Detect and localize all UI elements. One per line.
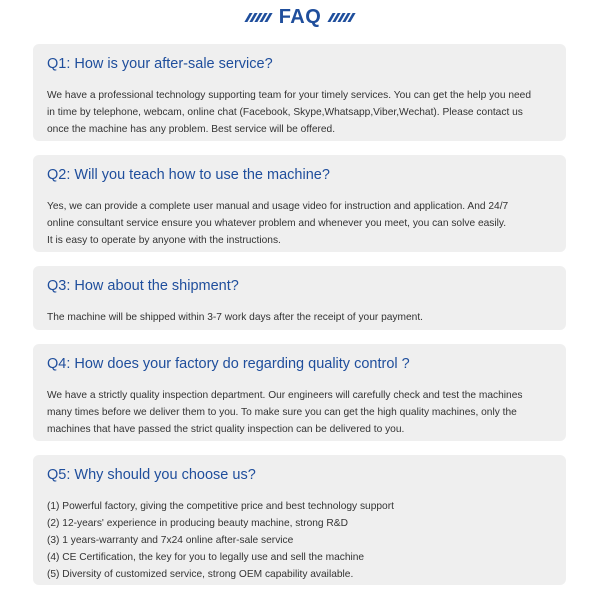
reasons-list: [47, 498, 552, 583]
faq-question: Q5: Why should you choose us?: [47, 467, 256, 483]
answer-line: many times before we deliver them to you. To make sure you can get the high quality machines, only the: [47, 407, 517, 418]
answer-line: The machine will be shipped within 3-7 work days after the receipt of your payment.: [47, 312, 423, 323]
answer-line: in time by telephone, webcam, online chat (Facebook, Skype,Whatsapp,Viber,Wechat). Please contact us: [47, 107, 523, 118]
faq-answer: [47, 309, 552, 326]
faq-answer: [47, 387, 552, 438]
faq-card-q4: [33, 344, 566, 441]
faq-question: Q3: How about the shipment?: [47, 278, 239, 294]
left-stripes-decoration: [247, 12, 270, 22]
faq-card-q3: [33, 266, 566, 330]
list-item: (3) 1 years-warranty and 7x24 online after-sale service: [47, 535, 294, 546]
answer-line: It is easy to operate by anyone with the instructions.: [47, 235, 281, 246]
faq-card-q2: [33, 155, 566, 252]
list-item: (1) Powerful factory, giving the competitive price and best technology support: [47, 501, 394, 512]
faq-answer: [47, 87, 552, 138]
list-item: (5) Diversity of customized service, strong OEM capability available.: [47, 569, 354, 580]
answer-line: Yes, we can provide a complete user manual and usage video for instruction and application. And 24/7: [47, 201, 509, 212]
faq-card-q5: [33, 455, 566, 585]
answer-line: online consultant service ensure you whatever problem and whenever you meet, you can solve easily.: [47, 218, 507, 229]
faq-answer: [47, 198, 552, 249]
answer-line: once the machine has any problem. Best service will be offered.: [47, 124, 336, 135]
faq-card-q1: [33, 44, 566, 141]
answer-line: We have a strictly quality inspection department. Our engineers will carefully check and test the machines: [47, 390, 523, 401]
answer-line: We have a professional technology supporting team for your timely services. You can get the help you need: [47, 90, 532, 101]
right-stripes-decoration: [330, 12, 353, 22]
list-item: (4) CE Certification, the key for you to legally use and sell the machine: [47, 552, 365, 563]
faq-question: Q4: How does your factory do regarding quality control ?: [47, 356, 410, 372]
faq-header: [0, 4, 600, 30]
faq-answer: [47, 498, 552, 583]
faq-question: Q2: Will you teach how to use the machine?: [47, 167, 330, 183]
answer-line: machines that have passed the strict quality inspection can be delivered to you.: [47, 424, 405, 435]
faq-title: FAQ: [278, 5, 322, 28]
faq-question: Q1: How is your after-sale service?: [47, 56, 273, 72]
list-item: (2) 12-years' experience in producing beauty machine, strong R&D: [47, 518, 348, 529]
